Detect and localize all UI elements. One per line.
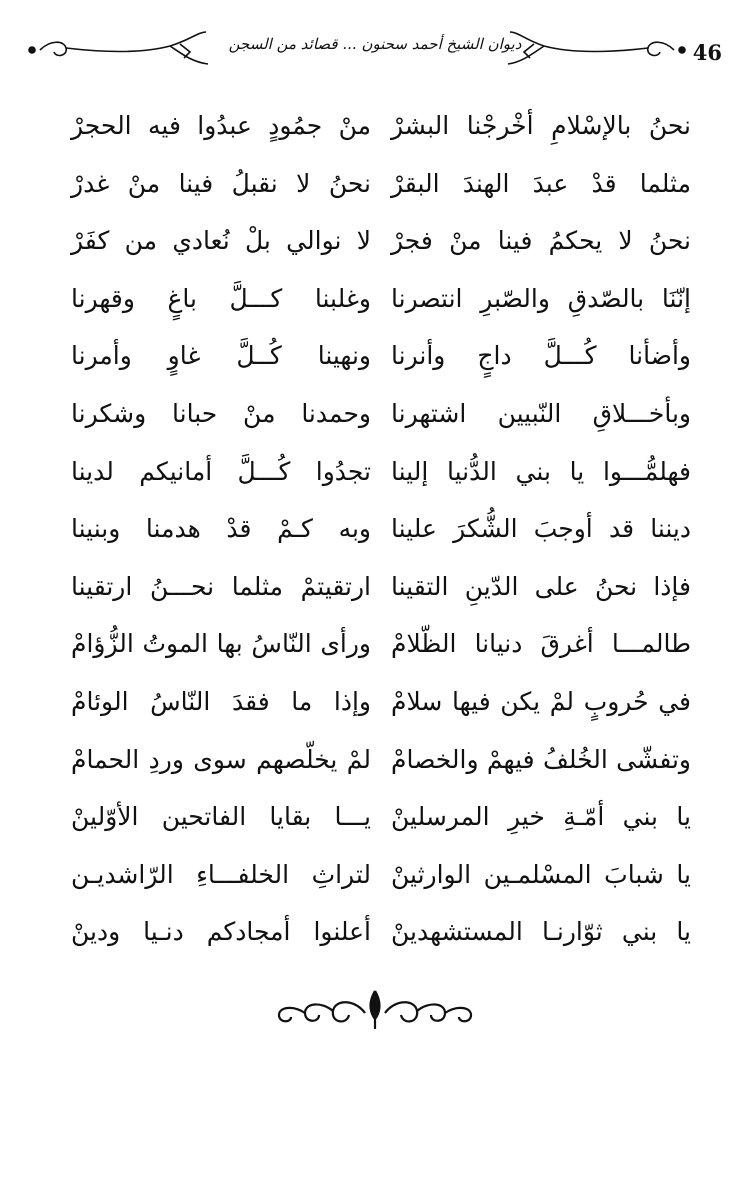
page-number: 46 xyxy=(692,40,722,65)
verse-second-half: ارتقيتمْ مثلما نحـــنُ ارتقينا xyxy=(71,571,371,601)
verse-first-half: فإذا نحنُ على الدّينِ التقينا xyxy=(391,571,691,601)
verse-first-half: وتفشّى الخُلفُ فيهمْ والخصامْ xyxy=(391,744,691,774)
verse-first-half: فهلمُّـــوا يا بني الدُّنيا إلينا xyxy=(391,456,691,486)
verse-first-half: وأضأنا كُـــلَّ داجٍ وأنرنا xyxy=(391,341,691,371)
verse xyxy=(0,273,749,331)
verse-first-half: ديننا قد أوجبَ الشُّكرَ علينا xyxy=(391,514,691,544)
verse xyxy=(0,388,749,446)
verse-second-half: وإذا ما فقدَ النّاسُ الوئامْ xyxy=(71,686,371,716)
header-title: ديوان الشيخ أحمد سحنون ... قصائد من السجن xyxy=(228,35,522,53)
verse-second-half: وحمدنا منْ حبانا وشكرنا xyxy=(71,398,371,428)
verse xyxy=(0,100,749,158)
verse xyxy=(0,676,749,734)
verse-first-half: نحنُ لا يحكمُ فينا منْ فجرْ xyxy=(391,226,691,256)
verse-second-half: نحنُ لا نقبلُ فينا منْ غدرْ xyxy=(71,168,371,198)
verse-second-half: لمْ يخلّصهم سوى وردِ الحمامْ xyxy=(71,744,371,774)
verse xyxy=(0,561,749,619)
verse-second-half: أعلنوا أمجادكم دنـيا ودينْ xyxy=(71,917,371,947)
verse-first-half: مثلما قدْ عبدَ الهندَ البقرْ xyxy=(391,168,691,198)
verse-first-half: يا بني أمّـةِ خيرِ المرسلينْ xyxy=(391,802,691,832)
verse xyxy=(0,503,749,561)
poem xyxy=(0,100,749,964)
verse-second-half: ونهينا كُــلَّ غاوٍ وأمرنا xyxy=(71,341,371,371)
verse xyxy=(0,215,749,273)
verse xyxy=(0,618,749,676)
verse-first-half: يا شبابَ المسْلمـين الوارثينْ xyxy=(391,859,691,889)
verse-second-half: لتراثِ الخلفـــاءِ الرّاشديـن xyxy=(71,859,371,889)
page-header xyxy=(20,14,730,84)
verse xyxy=(0,158,749,216)
verse-second-half: يـــا بقايا الفاتحين الأوّلينْ xyxy=(71,802,371,832)
verse-second-half: وغلبنا كـــلَّ باغٍ وقهرنا xyxy=(71,283,371,313)
verse-first-half: في حُروبٍ لمْ يكن فيها سلامْ xyxy=(391,686,691,716)
verse-first-half: يا بني ثوّارنـا المستشهدينْ xyxy=(391,917,691,947)
verse-first-half: طالمـــا أغرقَ دنيانا الظّلامْ xyxy=(391,629,691,659)
verse xyxy=(0,446,749,504)
verse xyxy=(0,849,749,907)
verse xyxy=(0,330,749,388)
verse-first-half: إنّنَا بالصّدقِ والصّبرِ انتصرنا xyxy=(391,283,691,313)
verse-second-half: وبه كـمْ قدْ هدمنا وبنينا xyxy=(71,514,371,544)
verse-first-half: وبأخـــلاقِ النّبيين اشتهرنا xyxy=(391,398,691,428)
verse-second-half: لا نوالي بلْ نُعادي من كفَرْ xyxy=(71,226,371,256)
end-of-poem-ornament xyxy=(265,985,485,1035)
verse xyxy=(0,791,749,849)
verse-second-half: ورأى النّاسُ بها الموتُ الزُّؤامْ xyxy=(71,629,371,659)
verse-second-half: منْ جمُودٍ عبدُوا فيه الحجرْ xyxy=(71,111,371,140)
verse-second-half: تجدُوا كُـــلَّ أمانيكم لدينا xyxy=(71,456,371,486)
verse xyxy=(0,734,749,792)
verse-first-half: نحنُ بالإسْلامِ أخْرجْنا البشرْ xyxy=(391,111,691,140)
verse xyxy=(0,906,749,964)
